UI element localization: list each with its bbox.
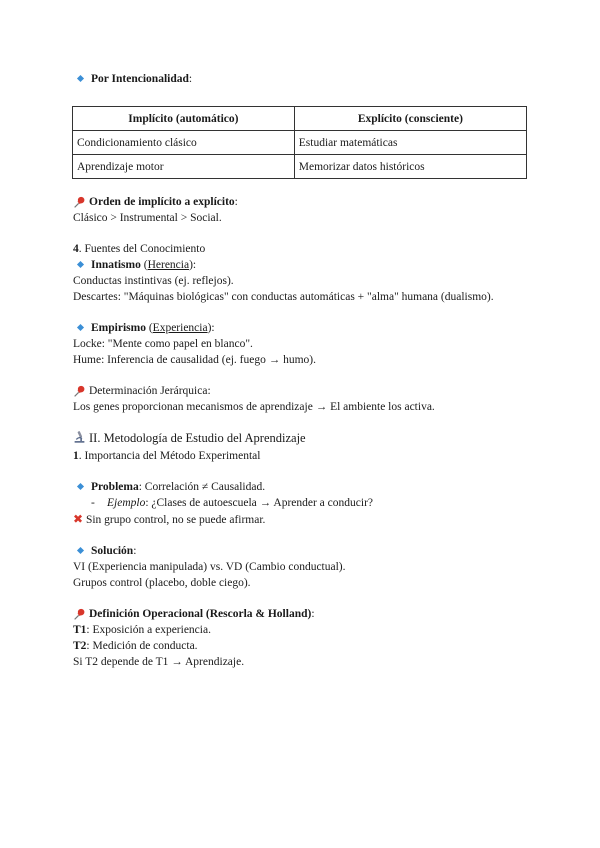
table-cell: Estudiar matemáticas xyxy=(294,131,526,155)
heading-fuentes: 4. Fuentes del Conocimiento xyxy=(73,243,206,255)
heading-definicion: Definición Operacional (Rescorla & Holland): xyxy=(73,606,533,622)
heading-determinacion: Determinación Jerárquica: xyxy=(73,383,533,399)
table-header-cell: Explícito (consciente) xyxy=(294,107,526,131)
innatismo-line: Descartes: "Máquinas biológicas" con conductas automáticas + "alma" humana (dualismo). xyxy=(73,291,494,303)
microscope-icon xyxy=(73,430,89,448)
problema-example: - Ejemplo: ¿Clases de autoescuela → Aprender a conducir? xyxy=(91,497,373,510)
heading-innatismo: Innatismo (Herencia): xyxy=(73,257,533,273)
table-header-cell: Implícito (automático) xyxy=(73,107,295,131)
heading-intencionalidad: Por Intencionalidad: xyxy=(73,71,533,87)
diamond-bullet-icon xyxy=(77,261,84,268)
table-cell: Memorizar datos históricos xyxy=(294,155,526,179)
cross-mark-icon: ✖ xyxy=(73,512,84,527)
diamond-bullet-icon xyxy=(77,324,84,331)
definicion-t1: T1: Exposición a experiencia. xyxy=(73,624,211,637)
empirismo-line: Hume: Inferencia de causalidad (ej. fuego → humo). xyxy=(73,354,316,366)
determinacion-text: Los genes proporcionan mecanismos de aprendizaje → El ambiente los activa. xyxy=(73,401,435,413)
table-cell: Aprendizaje motor xyxy=(73,155,295,179)
heading-orden: Orden de implícito a explícito: xyxy=(73,194,533,210)
table-row xyxy=(73,155,527,179)
table-header-row xyxy=(73,107,527,131)
document-page xyxy=(73,71,533,670)
solucion-line: VI (Experiencia manipulada) vs. VD (Cambio conductual). xyxy=(73,561,346,574)
problema-warning: ✖ Sin grupo control, no se puede afirmar. xyxy=(73,512,266,527)
metodologia-subheading: 1. Importancia del Método Experimental xyxy=(73,450,261,463)
innatismo-line: Conductas instintivas (ej. reflejos). xyxy=(73,275,234,287)
empirismo-line: Locke: "Mente como papel en blanco". xyxy=(73,338,253,350)
pushpin-icon xyxy=(73,385,89,398)
heading-metodologia: II. Metodología de Estudio del Aprendizaje xyxy=(73,430,533,448)
orden-text: Clásico > Instrumental > Social. xyxy=(73,212,222,224)
heading-solucion: Solución: xyxy=(73,543,533,559)
table-cell: Condicionamiento clásico xyxy=(73,131,295,155)
diamond-bullet-icon xyxy=(77,75,84,82)
diamond-bullet-icon xyxy=(77,483,84,490)
solucion-line: Grupos control (placebo, doble ciego). xyxy=(73,577,251,590)
heading-empirismo: Empirismo (Experiencia): xyxy=(73,320,533,336)
heading-problema: Problema: Correlación ≠ Causalidad. xyxy=(73,479,533,495)
diamond-bullet-icon xyxy=(77,547,84,554)
pushpin-icon xyxy=(73,608,89,621)
definicion-conclusion: Si T2 depende de T1 → Aprendizaje. xyxy=(73,656,245,669)
pushpin-icon xyxy=(73,196,89,209)
intencionalidad-table xyxy=(72,106,527,179)
definicion-t2: T2: Medición de conducta. xyxy=(73,640,198,653)
table-row xyxy=(73,131,527,155)
